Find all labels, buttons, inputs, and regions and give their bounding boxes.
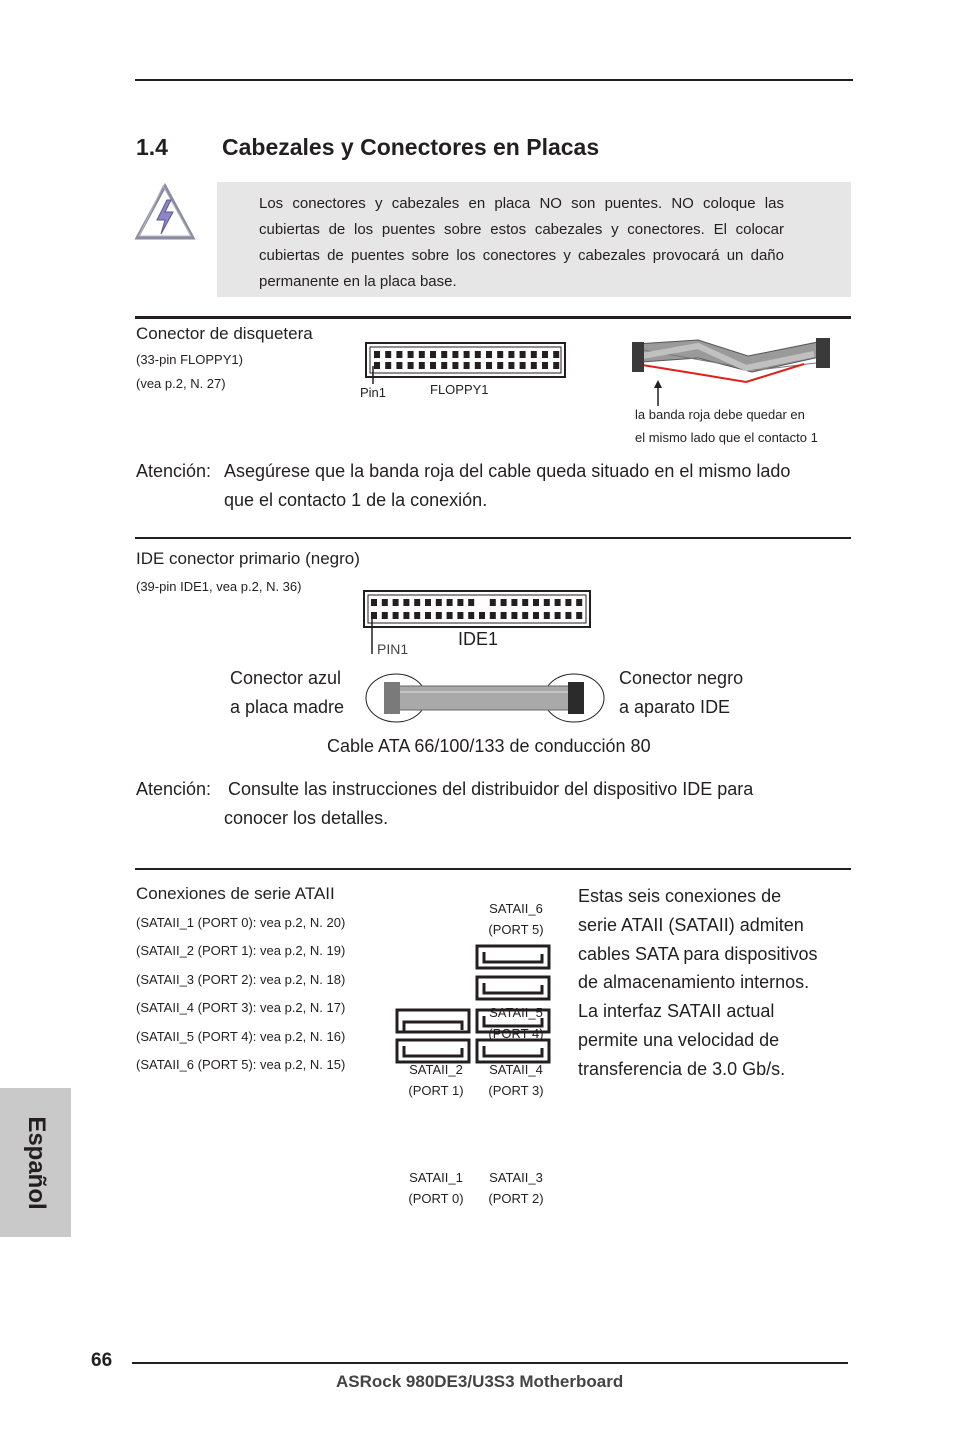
ide-pin	[468, 612, 474, 619]
ide-cable-image	[360, 672, 610, 724]
floppy-pin	[441, 351, 447, 358]
language-side-tab-label: Español	[22, 1115, 50, 1210]
page-number: 66	[91, 1350, 113, 1371]
ide-black-connector-line-1: Conector negro	[619, 668, 744, 688]
ide-pin	[490, 612, 496, 619]
floppy-pin	[553, 362, 559, 369]
sata-port-1: (SATAII_1 (PORT 0): vea p.2, N. 20)	[136, 915, 346, 930]
floppy-attention-line-2: que el contacto 1 de la conexión.	[224, 490, 488, 510]
floppy-attention-line-1: Asegúrese que la banda roja del cable queda situado en el mismo lado	[224, 461, 791, 481]
ide-title: IDE conector primario (negro)	[136, 549, 360, 568]
ide-pin	[447, 599, 453, 606]
ide-pin	[425, 599, 431, 606]
floppy-cable-note-2: el mismo lado que el contacto 1	[635, 430, 818, 445]
sata-description-line: serie ATAII (SATAII) admiten	[578, 914, 804, 935]
ide-pin	[414, 599, 420, 606]
floppy-pin	[430, 362, 436, 369]
ide-pin	[555, 612, 561, 619]
floppy-pin	[497, 362, 503, 369]
floppy-pin	[508, 362, 514, 369]
sata-description-line: Estas seis conexiones de	[578, 886, 782, 906]
sata-description-line: permite una velocidad de	[578, 1029, 780, 1050]
floppy-pin	[520, 362, 526, 369]
ide-attention-label: Atención:	[136, 779, 212, 799]
floppy-cable-note-1: la banda roja debe quedar en	[635, 407, 805, 422]
sata-port-6: (SATAII_6 (PORT 5): vea p.2, N. 15)	[136, 1057, 346, 1072]
floppy-pin	[553, 351, 559, 358]
sata-description-line: cables SATA para dispositivos	[578, 943, 818, 964]
floppy-pin	[441, 362, 447, 369]
floppy-pin	[430, 351, 436, 358]
ide-pin	[565, 612, 571, 619]
floppy-pin	[531, 362, 537, 369]
floppy-pin	[475, 362, 481, 369]
sata-connector-diagram	[394, 944, 554, 1168]
sata1-connector	[397, 1040, 469, 1062]
ide-pin	[533, 599, 539, 606]
warning-note-text: Los conectores y cabezales en placa NO son puentes. NO coloque las cubiertas de los puentes sobre estos cabezales y conectores. El colocar cubiertas de puentes sobre los conectores y cabezales provocará un daño permanente en la placa base.	[259, 195, 784, 290]
ide-pin	[393, 612, 399, 619]
ide-pin	[403, 599, 409, 606]
sata3-connector	[477, 1040, 549, 1062]
sata5-port-label: (PORT 4)	[488, 1026, 544, 1041]
ide-pin	[403, 612, 409, 619]
sata4-port-label: (PORT 3)	[488, 1083, 544, 1098]
sata6-port-label: (PORT 5)	[488, 922, 544, 937]
ide-section-rule	[135, 537, 851, 539]
section-title: Cabezales y Conectores en Placas	[222, 134, 600, 160]
floppy-pin	[531, 351, 537, 358]
floppy-pin	[374, 351, 380, 358]
floppy-pin	[408, 362, 414, 369]
ide-pin	[382, 599, 388, 606]
sata-description-line: transferencia de 3.0 Gb/s.	[578, 1058, 786, 1079]
ide-blue-connector-line-2: a placa madre	[230, 697, 345, 717]
footer-rule	[132, 1362, 848, 1364]
sata3-label: SATAII_3	[489, 1170, 543, 1185]
floppy-pin	[385, 351, 391, 358]
ide-pin	[447, 612, 453, 619]
floppy-pin	[452, 362, 458, 369]
ide-pin	[555, 599, 561, 606]
ide-pin1-label: PIN1	[377, 641, 409, 657]
sata1-label: SATAII_1	[409, 1170, 463, 1185]
floppy-pin	[452, 351, 458, 358]
ide-pin	[511, 599, 517, 606]
sata5-label: SATAII_5	[489, 1005, 543, 1020]
ide-pin	[382, 612, 388, 619]
ide-pin	[511, 612, 517, 619]
sata-description-line: La interfaz SATAII actual	[578, 1001, 775, 1022]
sata-description	[578, 882, 817, 1084]
section-number: 1.4	[136, 134, 168, 160]
sata2-port-label: (PORT 1)	[408, 1083, 464, 1098]
warning-note-box	[217, 182, 851, 297]
sata-port-2: (SATAII_2 (PORT 1): vea p.2, N. 19)	[136, 943, 346, 958]
language-side-tab	[0, 1088, 71, 1237]
floppy-connector-label: FLOPPY1	[430, 382, 489, 397]
top-rule	[135, 79, 853, 81]
sata3-port-label: (PORT 2)	[488, 1191, 544, 1206]
floppy-pin	[408, 351, 414, 358]
ide-pin	[501, 612, 507, 619]
floppy-pin	[520, 351, 526, 358]
red-stripe-arrow-icon	[653, 380, 663, 406]
sata2-connector	[397, 1010, 469, 1032]
sata-title: Conexiones de serie ATAII	[136, 884, 335, 903]
floppy-pin	[464, 362, 470, 369]
ide-pin	[544, 599, 550, 606]
ide-pin	[425, 612, 431, 619]
ide-connector-label: IDE1	[458, 629, 499, 649]
floppy-pin	[419, 362, 425, 369]
ide-pin	[414, 612, 420, 619]
ide-pin	[457, 612, 463, 619]
ide-pin	[522, 599, 528, 606]
floppy-section-rule	[135, 316, 851, 319]
ide-pin	[501, 599, 507, 606]
floppy-pin1-label: Pin1	[360, 385, 387, 400]
warning-icon	[133, 180, 197, 244]
floppy-pin	[385, 362, 391, 369]
floppy-pin	[486, 362, 492, 369]
ide-pin	[522, 612, 528, 619]
sata5-connector	[477, 977, 549, 999]
ide-pin	[576, 612, 582, 619]
floppy-pin	[374, 362, 380, 369]
ide-blue-connector-line-1: Conector azul	[230, 668, 342, 688]
ide-pin	[468, 599, 474, 606]
ide-pin	[457, 599, 463, 606]
sata-port-4: (SATAII_4 (PORT 3): vea p.2, N. 17)	[136, 1000, 346, 1015]
ide-pin	[576, 599, 582, 606]
sata1-port-label: (PORT 0)	[408, 1191, 464, 1206]
floppy-pin	[542, 362, 548, 369]
floppy-pin	[464, 351, 470, 358]
floppy-spec-2: (vea p.2, N. 27)	[136, 376, 226, 391]
ide-pin	[371, 599, 377, 606]
floppy-attention-label: Atención:	[136, 461, 212, 481]
ide-pin	[490, 599, 496, 606]
ide-spec: (39-pin IDE1, vea p.2, N. 36)	[136, 579, 302, 594]
sata2-label: SATAII_2	[409, 1062, 463, 1077]
ide-black-connector-line-2: a aparato IDE	[619, 697, 731, 717]
ide-pin	[479, 612, 485, 619]
ide-pin	[544, 612, 550, 619]
floppy-pin	[497, 351, 503, 358]
sata4-label: SATAII_4	[489, 1062, 543, 1077]
floppy-spec-1: (33-pin FLOPPY1)	[136, 352, 243, 367]
sata-port-3: (SATAII_3 (PORT 2): vea p.2, N. 18)	[136, 972, 346, 987]
sata-port-5: (SATAII_5 (PORT 4): vea p.2, N. 16)	[136, 1029, 346, 1044]
floppy-pin	[508, 351, 514, 358]
ide-attention-line-2: conocer los detalles.	[224, 808, 389, 828]
ide-pin	[533, 612, 539, 619]
ide-pin	[436, 599, 442, 606]
sata6-connector	[477, 946, 549, 968]
footer-product: ASRock 980DE3/U3S3 Motherboard	[336, 1372, 624, 1391]
floppy-title: Conector de disquetera	[136, 324, 313, 343]
ide-pin	[393, 599, 399, 606]
ide-pin	[565, 599, 571, 606]
sata-description-line: de almacenamiento internos.	[578, 972, 810, 993]
sata6-label: SATAII_6	[489, 901, 543, 916]
floppy-pin	[486, 351, 492, 358]
sata-section-rule	[135, 868, 851, 870]
floppy-pin	[396, 362, 402, 369]
floppy-pin	[419, 351, 425, 358]
floppy-pin	[542, 351, 548, 358]
ide-pin	[436, 612, 442, 619]
ide-cable-caption: Cable ATA 66/100/133 de conducción 80	[327, 736, 651, 756]
sata4-connector	[477, 1010, 549, 1032]
ide-attention-line-1: Consulte las instrucciones del distribuidor del dispositivo IDE para	[228, 779, 754, 799]
floppy-pin	[475, 351, 481, 358]
floppy-pin	[396, 351, 402, 358]
